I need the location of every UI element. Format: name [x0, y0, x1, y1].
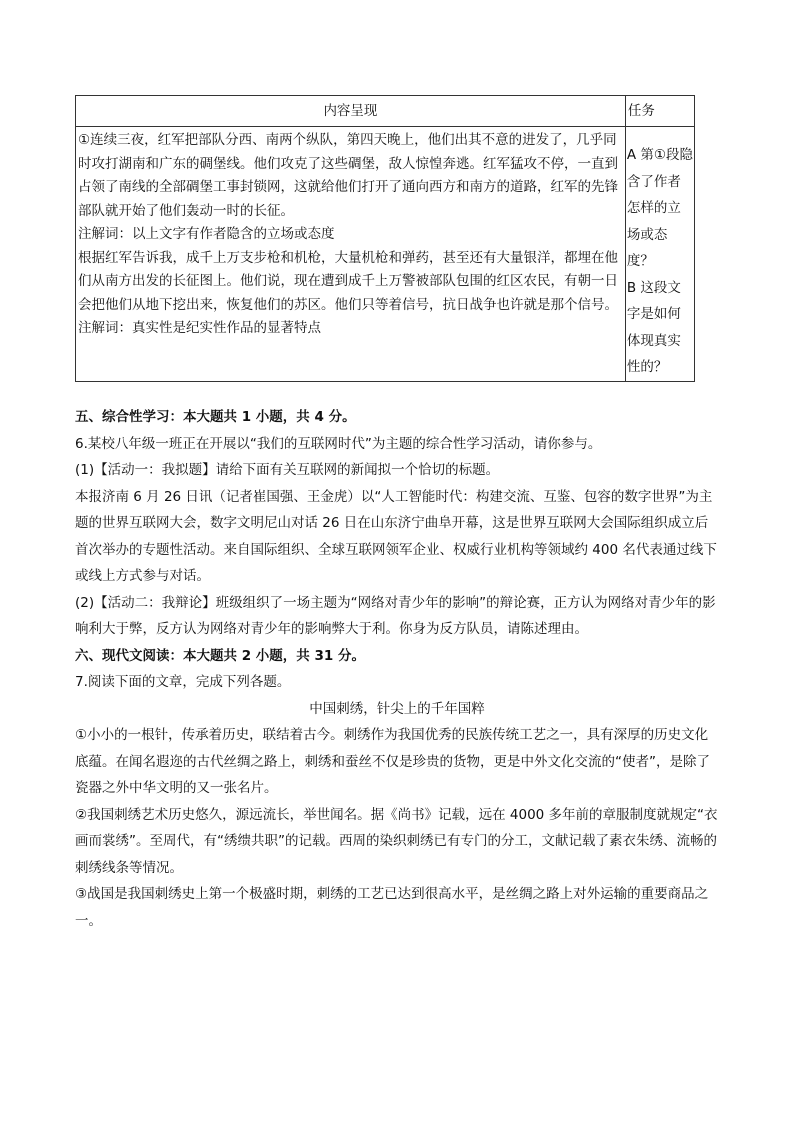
- task-b: B 这段文字是如何体现真实性的？: [626, 279, 681, 375]
- content-paragraph-1: ①连续三夜，红军把部队分西、南两个纵队，第四天晚上，他们出其不意的进发了，几乎同时攻打湖南和广东的碉堡线。他们攻克了这些碉堡，敌人惊惶奔逃。红军猛攻不停，一直到占领了南线的全部碉堡工事封锁网，这就给他们打开了通向西方和南方的道路，红军的先锋部队就开始了他们轰动一时的长征。: [78, 132, 618, 219]
- section-heading-6: 六、现代文阅读：本大题共 2 小题，共 31 分。: [75, 647, 365, 664]
- question-6-activity-2: (2)【活动二：我辩论】班级组织了一场主题为“网络对青少年的影响”的辩论赛，正方认为网络对青少年的影响利大于弊，反方认为网络对青少年的影响弊大于利。你身为反方队员，请陈述理由。: [75, 594, 716, 637]
- body-text: [75, 404, 719, 934]
- article-title: 中国刺绣，针尖上的千年国粹: [309, 700, 485, 717]
- content-note-2: 注解词：真实性是纪实性作品的显著特点: [78, 320, 321, 336]
- question-6-intro: 6.某校八年级一班正在开展以“我们的互联网时代”为主题的综合性学习活动，请你参与。: [75, 435, 602, 452]
- header-task: 任务: [625, 96, 694, 127]
- table-row: [76, 127, 695, 382]
- question-6-activity-1: (1)【活动一：我拟题】请给下面有关互联网的新闻拟一个恰切的标题。: [75, 462, 500, 478]
- header-content: 内容呈现: [76, 96, 626, 127]
- content-note-1: 注解词：以上文字有作者隐含的立场或态度: [78, 226, 335, 242]
- content-task-table: [75, 95, 695, 382]
- article-paragraph-3: ③战国是我国刺绣史上第一个极盛时期，刺绣的工艺已达到很高水平，是丝绸之路上对外运输的重要商品之一。: [75, 886, 709, 929]
- task-cell: [625, 127, 694, 382]
- section-heading-5: 五、综合性学习：本大题共 1 小题，共 4 分。: [75, 409, 356, 425]
- article-paragraph-1: ①小小的一根针，传承着历史，联结着古今。刺绣作为我国优秀的民族传统工艺之一，具有深厚的历史文化底蕴。在闻名遐迩的古代丝绸之路上，刺绣和蚕丝不仅是珍贵的货物，更是中外文化交流的“使者”，是除了瓷器之外中华文明的又一张名片。: [75, 727, 710, 796]
- question-7-intro: 7.阅读下面的文章，完成下列各题。: [75, 674, 291, 690]
- content-paragraph-2: 根据红军告诉我，成千上万支步枪和机枪，大量机枪和弹药，甚至还有大量银洋，都埋在他们从南方出发的长征图上。他们说，现在遭到成千上万警被部队包围的红区农民，有朝一日会把他们从地下挖出来，恢复他们的苏区。他们只等着信号，抗日战争也许就是那个信号。: [78, 249, 618, 313]
- table-header-row: [76, 96, 695, 127]
- news-paragraph: 本报济南 6 月 26 日讯（记者崔国强、王金虎）以“人工智能时代：构建交流、互鉴、包容的数字世界”为主题的世界互联网大会，数字文明尼山对话 26 日在山东济宁曲阜开幕，这是世界互联网大会国际组织成立后首次举办的专题性活动。来自国际组织、全球互联网领军企业、权威行业机构等领域约 400 名代表通过线下或线上方式参与对话。: [75, 488, 717, 584]
- task-a: A 第①段隐含了作者怎样的立场或态度？: [626, 147, 694, 269]
- content-cell: [76, 127, 626, 382]
- article-paragraph-2: ②我国刺绣艺术历史悠久，源远流长，举世闻名。据《尚书》记载，远在 4000 多年前的章服制度就规定“衣画而裳绣”。至周代，有“绣缋共职”的记载。西周的染织刺绣已有专门的分工，文献记载了素衣朱绣、流畅的刺绣线条等情况。: [75, 806, 718, 876]
